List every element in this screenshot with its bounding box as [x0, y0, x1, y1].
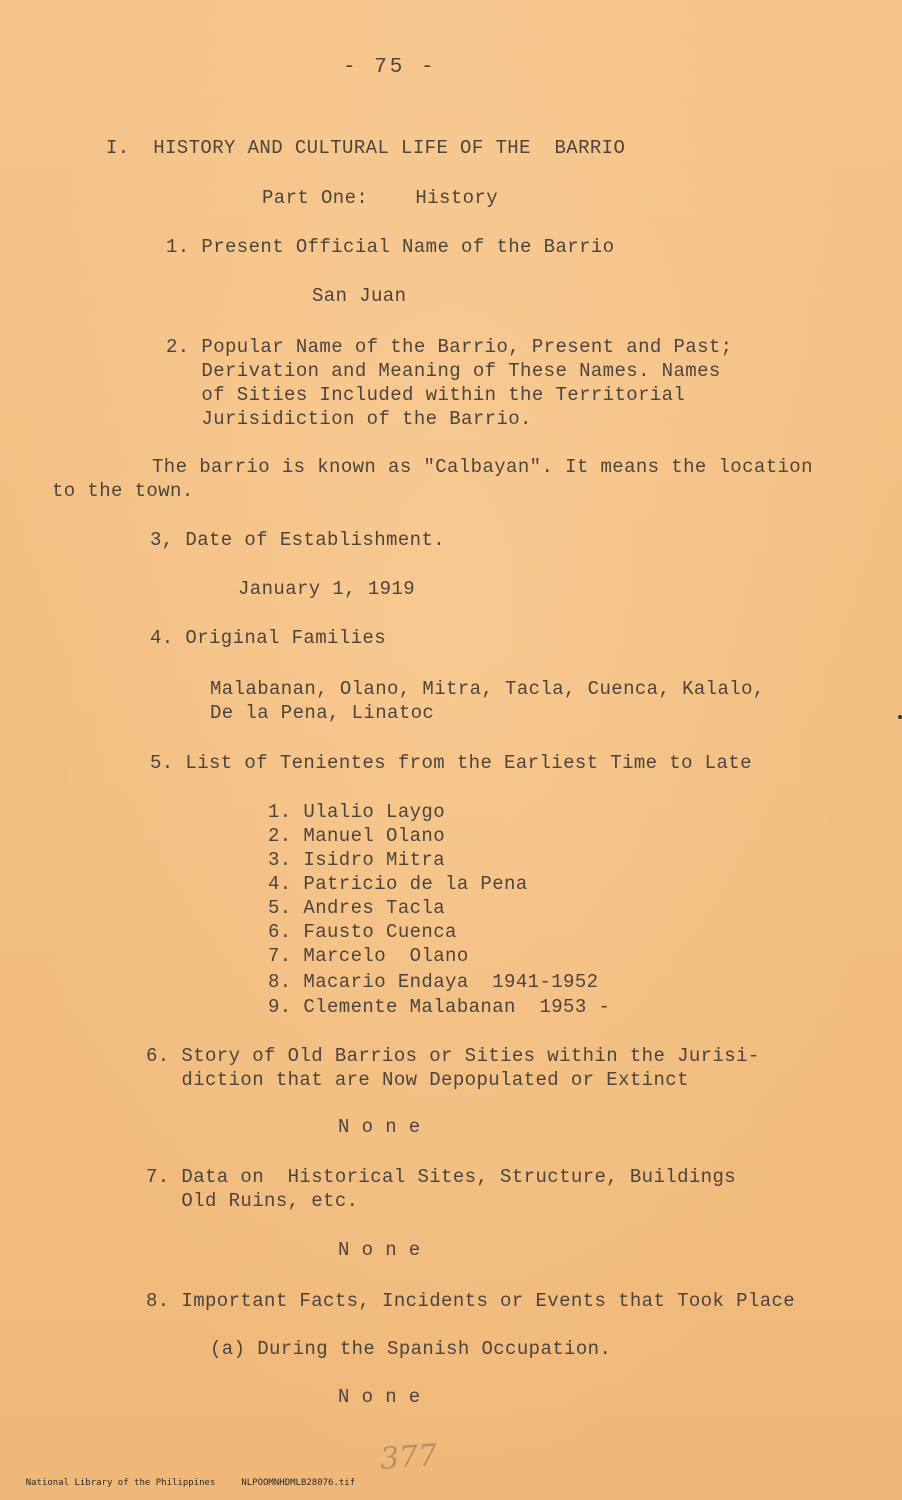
handwritten-page-number: 377	[378, 1438, 439, 1477]
item-6-question-line-1: 6. Story of Old Barrios or Sities within the Jurisi-	[146, 1045, 760, 1067]
item-3-answer: January 1, 1919	[238, 578, 416, 600]
item-4-question: 4. Original Families	[150, 627, 387, 649]
item-2-question-line-1: 2. Popular Name of the Barrio, Present and Past;	[166, 336, 733, 358]
list-item: 9. Clemente Malabanan 1953 -	[268, 996, 611, 1018]
item-7-answer: N o n e	[338, 1239, 421, 1261]
item-2-question-line-2: Derivation and Meaning of These Names. Names	[166, 360, 721, 382]
list-item: 8. Macario Endaya 1941-1952	[268, 971, 599, 993]
list-item: 1. Ulalio Laygo	[268, 801, 446, 823]
list-item: 2. Manuel Olano	[268, 825, 446, 847]
item-6-answer: N o n e	[338, 1116, 421, 1138]
item-8a-question: (a) During the Spanish Occupation.	[210, 1338, 612, 1360]
item-1-question: 1. Present Official Name of the Barrio	[166, 236, 615, 258]
item-6-question-line-2: diction that are Now Depopulated or Extinct	[146, 1069, 689, 1091]
section-title: I. HISTORY AND CULTURAL LIFE OF THE BARRIO	[106, 137, 626, 159]
item-2-question-line-4: Jurisidiction of the Barrio.	[166, 408, 532, 430]
item-2-answer-line-2: to the town.	[52, 480, 194, 502]
item-8-question: 8. Important Facts, Incidents or Events that Took Place	[146, 1290, 796, 1312]
item-5-question: 5. List of Tenientes from the Earliest Time to Late	[150, 752, 752, 774]
list-item: 4. Patricio de la Pena	[268, 873, 528, 895]
item-1-answer: San Juan	[312, 285, 407, 307]
list-item: 6. Fausto Cuenca	[268, 921, 457, 943]
page-number: - 75 -	[343, 56, 437, 79]
list-item: 3. Isidro Mitra	[268, 849, 446, 871]
scan-footer	[4, 1468, 381, 1498]
footer-library: National Library of the Philippines	[25, 1478, 216, 1488]
list-item: 5. Andres Tacla	[268, 897, 446, 919]
item-2-answer-line-1: The barrio is known as "Calbayan". It means the location	[152, 456, 813, 478]
part-title: Part One: History	[262, 187, 499, 209]
item-2-question-line-3: of Sities Included within the Territorial	[166, 384, 686, 406]
item-7-question-line-2: Old Ruins, etc.	[146, 1190, 359, 1212]
list-item: 7. Marcelo Olano	[268, 945, 469, 967]
item-4-answer-line-2: De la Pena, Linatoc	[210, 702, 435, 724]
item-8a-answer: N o n e	[338, 1386, 421, 1408]
item-3-question: 3, Date of Establishment.	[150, 529, 446, 551]
item-4-answer-line-1: Malabanan, Olano, Mitra, Tacla, Cuenca, Kalalo,	[210, 678, 765, 700]
footer-file: NLPOOMNHDMLB28076.tif	[241, 1478, 356, 1488]
ink-speck	[898, 715, 902, 719]
item-7-question-line-1: 7. Data on Historical Sites, Structure, Buildings	[146, 1166, 737, 1188]
